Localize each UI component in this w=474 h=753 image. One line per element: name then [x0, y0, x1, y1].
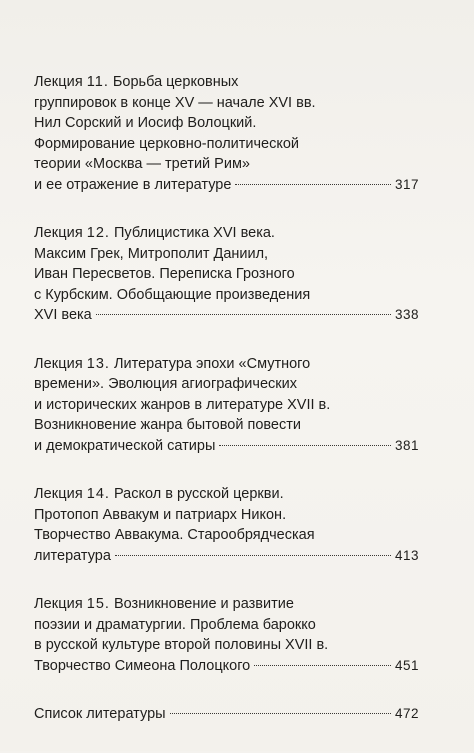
- entry-text-line: и ее отражение в литературе: [34, 176, 232, 193]
- entry-text-line: Максим Грек, Митрополит Даниил,: [34, 245, 269, 262]
- page-number: 413: [394, 547, 419, 563]
- lecture-word: Лекция: [34, 486, 83, 502]
- dot-leader: [170, 713, 391, 714]
- entry-final-line: [34, 436, 419, 457]
- page-number: 338: [394, 307, 419, 322]
- toc-entry-lecture-13[interactable]: [34, 354, 419, 457]
- entry-text-line: поэзии и драматургии. Проблема барокко: [34, 616, 316, 633]
- lecture-word: Лекция: [34, 596, 83, 612]
- entry-text-line: Протопоп Аввакум и патриарх Никон.: [34, 506, 287, 523]
- dot-leader: [235, 184, 391, 185]
- toc-entry-lecture-11[interactable]: [34, 72, 419, 195]
- toc-entry-lecture-14[interactable]: [34, 484, 419, 566]
- lecture-word: Лекция: [34, 355, 83, 372]
- entry-text-line: группировок в конце XV — начале XVI вв.: [34, 94, 316, 111]
- entry-text-line: Возникновение и развитие: [113, 596, 294, 612]
- entry-final-line: [34, 546, 419, 567]
- lecture-number: 11.: [86, 74, 109, 90]
- entry-text-line: с Курбским. Обобщающие произведения: [34, 286, 311, 303]
- lecture-number: 14.: [86, 486, 110, 502]
- entry-text-line: Формирование церковно-политической: [34, 135, 300, 152]
- toc-entry-lecture-15[interactable]: [34, 594, 419, 676]
- entry-text-line: Борьба церковных: [112, 74, 239, 90]
- toc-entry-references[interactable]: [34, 704, 419, 725]
- dot-leader: [96, 314, 391, 315]
- entry-text-line: Возникновение жанра бытовой повести: [34, 417, 301, 433]
- toc-entry-lecture-12[interactable]: [34, 223, 419, 326]
- page-number: 472: [394, 706, 419, 721]
- entry-text-line: Иван Пересветов. Переписка Грозного: [34, 266, 295, 282]
- dot-leader: [219, 445, 391, 446]
- lecture-number: 13.: [86, 355, 110, 372]
- entry-heading-line: [34, 484, 419, 505]
- entry-final-line: [34, 305, 419, 326]
- page-number: 451: [394, 657, 419, 673]
- entry-final-line: [34, 175, 419, 196]
- entry-text-line: теории «Москва — третий Рим»: [34, 156, 250, 172]
- entry-text-line: Литература эпохи «Смутного: [113, 355, 311, 372]
- entry-text-line: Раскол в русской церкви.: [113, 486, 284, 502]
- entry-text-line: литература: [34, 547, 111, 564]
- lecture-word: Лекция: [34, 225, 83, 241]
- entry-text-line: XVI века: [34, 307, 92, 323]
- dot-leader: [254, 665, 391, 666]
- entry-text-line: Нил Сорский и Иосиф Волоцкий.: [34, 115, 257, 131]
- table-of-contents: [34, 72, 419, 753]
- entry-text-line: Творчество Аввакума. Старообрядческая: [34, 527, 315, 543]
- entry-text-line: Публицистика XVI века.: [113, 225, 275, 241]
- entry-heading-line: [34, 354, 419, 375]
- page-number: 381: [394, 437, 419, 453]
- page-number: 317: [394, 176, 419, 192]
- entry-text-line: и демократической сатиры: [34, 437, 216, 454]
- entry-text-line: и исторических жанров в литературе XVII в.: [34, 396, 331, 413]
- dot-leader: [115, 555, 391, 556]
- entry-heading-line: [34, 223, 419, 244]
- entry-heading-line: [34, 594, 419, 615]
- entry-final-line: [34, 704, 419, 725]
- entry-final-line: [34, 656, 419, 677]
- entry-text-line: времени». Эволюция агиографических: [34, 376, 297, 392]
- entry-text-line: Творчество Симеона Полоцкого: [34, 657, 251, 674]
- references-label: Список литературы: [34, 706, 166, 722]
- entry-heading-line: [34, 72, 419, 93]
- lecture-number: 12.: [86, 225, 110, 241]
- lecture-number: 15.: [86, 596, 110, 612]
- entry-text-line: в русской культуре второй половины XVII в.: [34, 637, 329, 653]
- lecture-word: Лекция: [34, 74, 83, 90]
